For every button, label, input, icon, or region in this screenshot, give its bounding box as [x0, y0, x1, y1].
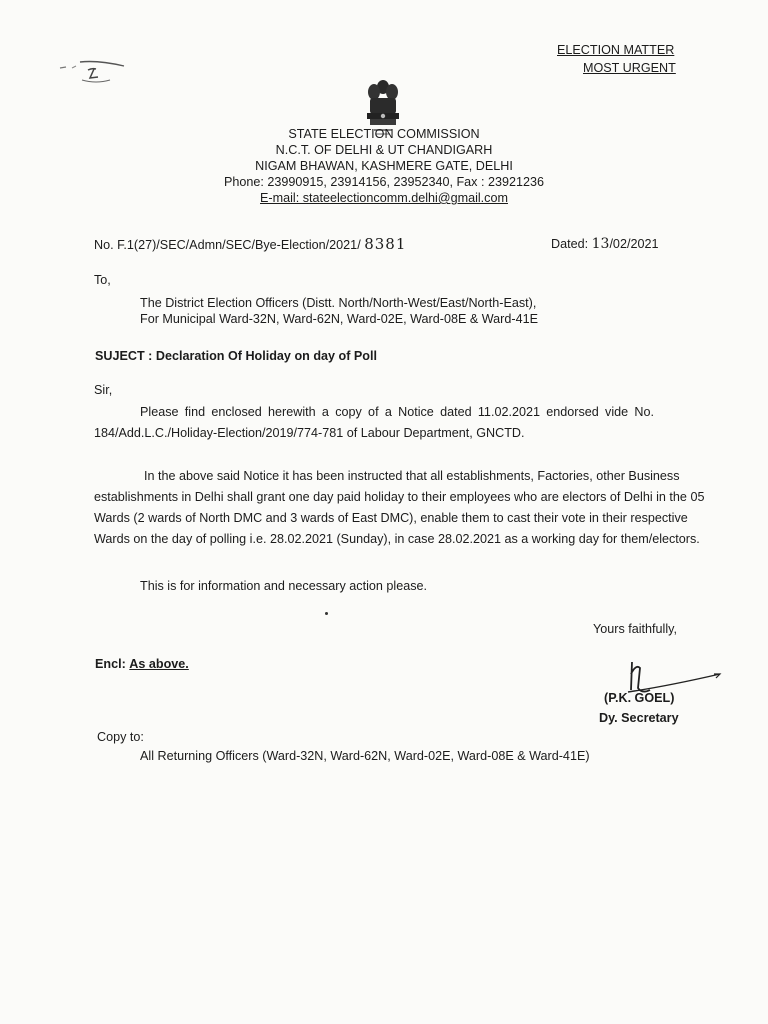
- body-paragraph-2: [94, 466, 705, 550]
- org-name: STATE ELECTION COMMISSION: [288, 127, 480, 141]
- signatory-designation: Dy. Secretary: [599, 711, 679, 725]
- stray-mark: [325, 612, 328, 615]
- body-p2-line-3: Wards (2 wards of North DMC and 3 wards of East DMC), enable them to cast their vote in their respective: [94, 511, 688, 525]
- handwritten-date-day: 13: [591, 236, 610, 252]
- copy-to-recipients: All Returning Officers (Ward-32N, Ward-62N, Ward-02E, Ward-08E & Ward-41E): [140, 749, 590, 763]
- handwritten-dispatch-number: 8381: [364, 235, 407, 253]
- phone-fax: Phone: 23990915, 23914156, 23952340, Fax : 23921236: [223, 175, 545, 189]
- body-p2-line-4: Wards on the day of polling i.e. 28.02.2021 (Sunday), in case 28.02.2021 as a working day for them/electors.: [94, 532, 700, 546]
- copy-to-label: Copy to:: [97, 730, 144, 744]
- body-p2-line-2: establishments in Delhi shall grant one day paid holiday to their employees who are electors of Delhi in the 05: [94, 490, 705, 504]
- body-p1-line-2: 184/Add.L.C./Holiday-Election/2019/774-781 of Labour Department, GNCTD.: [94, 426, 525, 440]
- body-p2-line-1: In the above said Notice it has been instructed that all establishments, Factories, other Business: [144, 469, 680, 483]
- handwritten-marks: [58, 58, 130, 88]
- office-address: NIGAM BHAWAN, KASHMERE GATE, DELHI: [255, 159, 513, 173]
- email-link[interactable]: E-mail: stateelectioncomm.delhi@gmail.com: [260, 191, 508, 205]
- dated-rest: /02/2021: [609, 237, 659, 251]
- letterhead: [200, 126, 568, 206]
- recipient-line-1: The District Election Officers (Distt. North/North-West/East/North-East),: [140, 296, 537, 310]
- enclosure-label: Encl:: [95, 657, 126, 671]
- body-p1-line-1: Please find enclosed herewith a copy of a Notice dated 11.02.2021 endorsed vide No.: [140, 405, 654, 419]
- salutation: Sir,: [94, 383, 113, 397]
- enclosure: [95, 656, 189, 672]
- dated-label: Dated:: [551, 237, 589, 251]
- to-label: To,: [94, 273, 111, 287]
- body-paragraph-3: This is for information and necessary action please.: [140, 579, 427, 593]
- reference-number: [94, 236, 406, 253]
- signatory-name: (P.K. GOEL): [604, 691, 675, 705]
- subject-line: SUJECT : Declaration Of Holiday on day of Poll: [95, 349, 378, 363]
- date-line: [551, 236, 658, 252]
- priority-line-2: MOST URGENT: [583, 61, 676, 75]
- body-paragraph-1: [94, 402, 654, 444]
- recipient-line-2: For Municipal Ward-32N, Ward-62N, Ward-02E, Ward-08E & Ward-41E: [140, 312, 538, 326]
- priority-line-1: ELECTION MATTER: [557, 43, 675, 57]
- reference-number-text: No. F.1(27)/SEC/Admn/SEC/Bye-Election/2021/: [94, 238, 361, 252]
- enclosure-value: As above.: [129, 657, 189, 671]
- jurisdiction: N.C.T. OF DELHI & UT CHANDIGARH: [275, 143, 493, 157]
- closing-yours-faithfully: Yours faithfully,: [593, 622, 678, 636]
